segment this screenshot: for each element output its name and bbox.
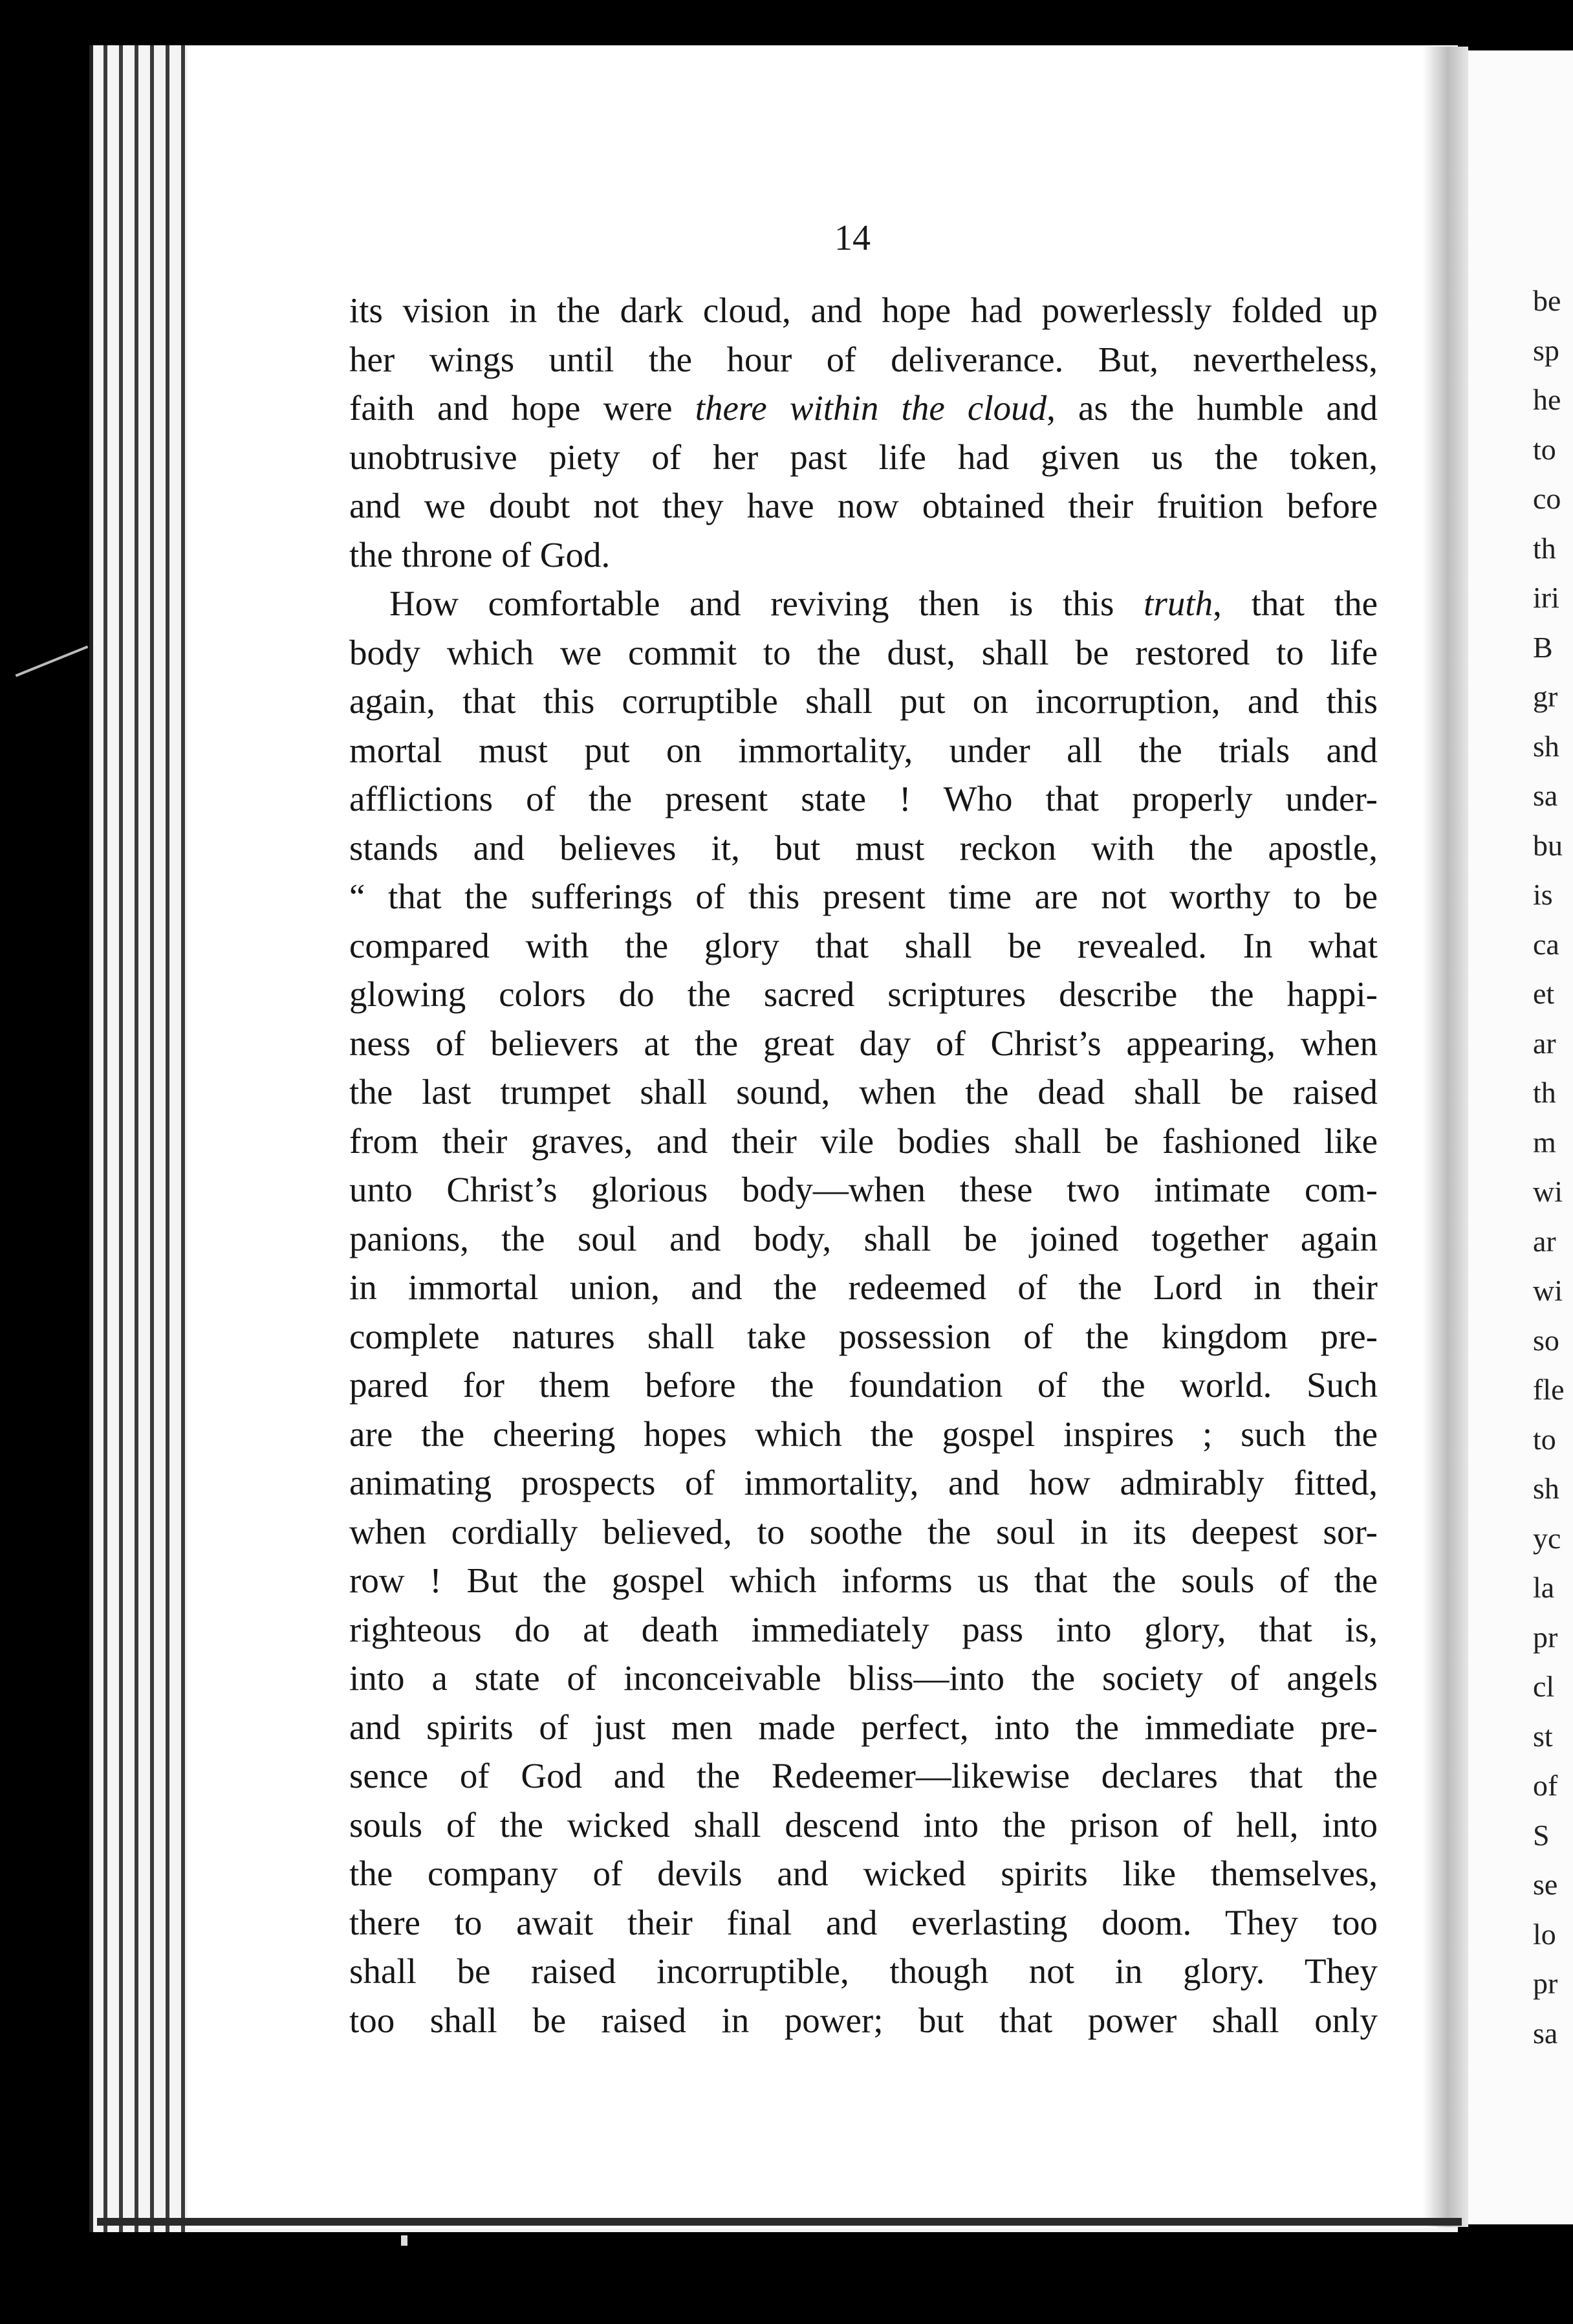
text-run: souls of the wicked shall descend into the prison of hell, into [349,1804,1378,1845]
facing-page-text: sa [1533,779,1558,812]
text-line [349,1019,1378,1068]
text-line [349,531,1378,580]
text-run: How comfortable and reviving then is this [389,584,1144,623]
facing-page-text: pr [1533,1620,1558,1654]
text-line [349,1947,1378,1996]
text-run: row ! But the gospel which informs us that the souls of the [349,1561,1378,1600]
text-run: too shall be raised in power; but that power shall only [349,2000,1378,2040]
text-run: there to await their final and everlasting doom. They too [349,1902,1378,1942]
text-run: again, that this corruptible shall put on incorruption, and this [349,681,1378,721]
facing-page-text: wi [1533,1175,1563,1208]
text-run: in immortal union, and the redeemed of the Lord in their [349,1267,1378,1307]
text-line [349,335,1378,384]
text-run: glowing colors do the sacred scriptures describe the happi- [349,974,1378,1014]
text-line [349,1165,1378,1214]
text-line [349,970,1378,1019]
facing-page-text: th [1533,531,1556,565]
facing-page-text: to [1533,432,1556,466]
page-number: 14 [834,218,871,258]
text-line [349,1703,1378,1752]
text-run: and spirits of just men made perfect, into the immediate pre- [349,1707,1378,1747]
text-line [349,1996,1378,2045]
facing-page-text: ca [1533,927,1559,961]
facing-page-text: se [1533,1868,1558,1901]
text-run: afflictions of the present state ! Who that properly under- [349,779,1378,818]
text-run: its vision in the dark cloud, and hope had powerlessly folded up [349,290,1378,330]
italic-phrase: truth [1144,584,1213,623]
text-run: panions, the soul and body, shall be joined together again [349,1218,1378,1258]
text-line [349,872,1378,921]
facing-page-text: fle [1533,1373,1565,1406]
text-run: righteous do at death immediately pass into glory, that is, [349,1609,1378,1649]
text-line [349,433,1378,482]
text-run: mortal must put on immortality, under all the trials and [349,730,1378,770]
text-run: , that the [1213,584,1378,623]
text-run: the company of devils and wicked spirits like themselves, [349,1854,1378,1893]
text-line [349,1458,1378,1507]
facing-page-text: yc [1533,1521,1561,1555]
facing-page-text: gr [1533,680,1558,713]
facing-page-text: B [1533,630,1553,664]
text-line [349,1898,1378,1947]
text-run: and we doubt not they have now obtained their fruition before [349,486,1378,525]
text-line [349,677,1378,726]
text-line [349,1117,1378,1166]
text-run: pared for them before the foundation of the world. Such [349,1365,1378,1405]
page-edge [166,45,169,2232]
scan-artifact [16,646,89,677]
page-edge [150,45,154,2232]
text-line [349,1263,1378,1312]
facing-page-text: to [1533,1422,1556,1456]
text-run: , as the humble and [1047,388,1378,428]
page-edge [181,45,185,2232]
facing-page-text: wi [1533,1274,1563,1307]
text-line [349,1361,1378,1410]
text-line [349,1801,1378,1850]
text-line [349,1068,1378,1117]
page-edge [119,45,123,2232]
facing-page-text: bu [1533,828,1563,862]
facing-page-text: st [1533,1719,1553,1753]
facing-page-text: iri [1533,581,1559,614]
facing-page-text: S [1533,1818,1550,1852]
text-line [349,726,1378,775]
scan-artifact [401,2235,407,2246]
text-run: unobtrusive piety of her past life had given us the token, [349,437,1378,477]
text-line [349,384,1378,433]
facing-page-text: is [1533,878,1553,911]
text-run: animating prospects of immortality, and how admirably fitted, [349,1463,1378,1502]
text-run: her wings until the hour of deliverance. But, nevertheless, [349,339,1378,379]
facing-page-text: pr [1533,1967,1558,2000]
text-run: shall be raised incorruptible, though not in glory. They [349,1951,1378,1991]
text-run: from their graves, and their vile bodies shall be fashioned like [349,1121,1378,1161]
text-run: when cordially believed, to soothe the soul in its deepest sor- [349,1511,1378,1551]
facing-page-text: be [1533,284,1561,317]
facing-page-text: sh [1533,1472,1559,1505]
text-run: sence of God and the Redeemer—likewise declares that the [349,1756,1378,1795]
page-bottom-edge [97,2218,1462,2226]
facing-page-text: co [1533,482,1561,515]
text-line [349,1410,1378,1459]
text-run: “ that the sufferings of this present time are not worthy to be [349,877,1378,916]
text-line [349,1556,1378,1605]
italic-phrase: there within the cloud [695,388,1047,428]
gutter-shadow [1423,47,1468,2227]
facing-page-text: ar [1533,1026,1556,1060]
text-run: are the cheering hopes which the gospel inspires ; such the [349,1414,1378,1454]
text-run: the last trumpet shall sound, when the dead shall be raised [349,1072,1378,1112]
page-body-text [349,286,1378,2044]
text-run: body which we commit to the dust, shall be restored to life [349,632,1378,672]
facing-page-text: la [1533,1571,1555,1604]
text-run: complete natures shall take possession of the kingdom pre- [349,1316,1378,1356]
text-line [349,1312,1378,1361]
facing-page-text: cl [1533,1670,1555,1703]
text-line [349,286,1378,335]
facing-page-text: ar [1533,1224,1556,1258]
page-edge [135,45,138,2232]
facing-page-text: sp [1533,333,1559,367]
page-edge [103,45,107,2232]
text-run: ness of believers at the great day of Christ’s appearing, when [349,1023,1378,1063]
text-line [349,481,1378,531]
text-line [349,1605,1378,1654]
facing-page-text: lo [1533,1917,1556,1951]
facing-page-text: of [1533,1769,1558,1802]
text-run: compared with the glory that shall be revealed. In what [349,925,1378,965]
text-run: stands and believes it, but must reckon with the apostle, [349,828,1378,868]
text-line [349,1849,1378,1898]
facing-page-text: he [1533,383,1561,416]
text-run: unto Christ’s glorious body—when these two intimate com- [349,1170,1378,1209]
facing-page-text: m [1533,1125,1556,1159]
text-line [349,1751,1378,1801]
text-line [349,628,1378,677]
text-line [349,774,1378,824]
text-line [349,824,1378,873]
facing-page-fragment [1468,50,1573,2224]
facing-page-text: th [1533,1076,1556,1109]
text-run: into a state of inconceivable bliss—into the society of angels [349,1658,1378,1698]
text-run: the throne of God. [349,534,611,575]
text-line [349,579,1378,628]
text-run: faith and hope were [349,388,695,428]
facing-page-text: sa [1533,2016,1558,2050]
text-line [349,1507,1378,1557]
facing-page-text: so [1533,1323,1559,1357]
text-line [349,1214,1378,1264]
facing-page-text: sh [1533,729,1559,763]
text-line [349,921,1378,970]
facing-page-text: et [1533,977,1555,1010]
text-line [349,1654,1378,1703]
